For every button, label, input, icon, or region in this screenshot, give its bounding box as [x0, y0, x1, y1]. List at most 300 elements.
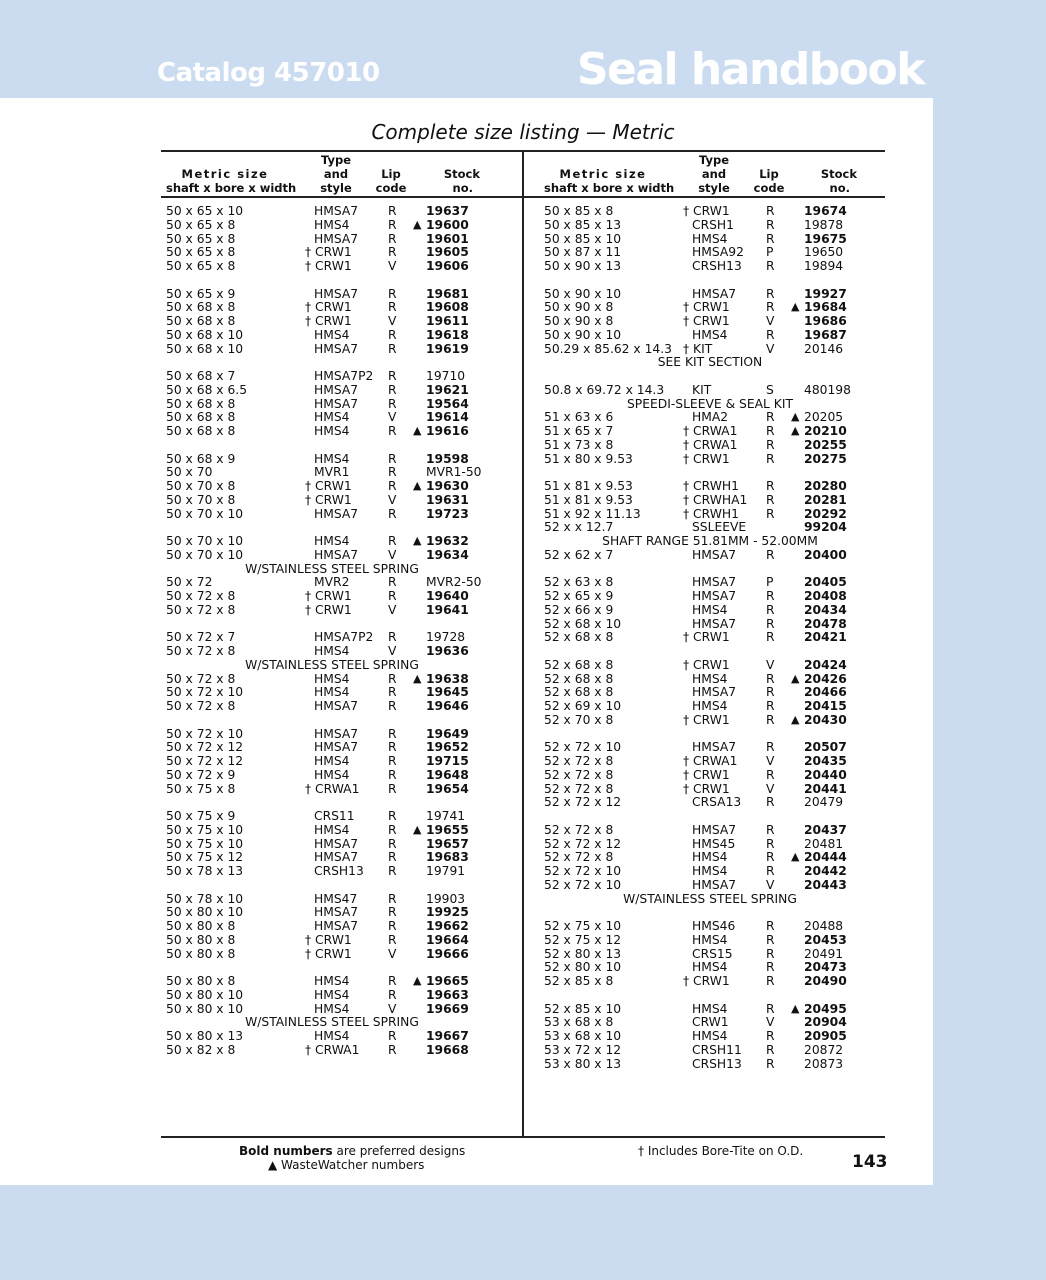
- size-cell: 50 x 85 x 13: [544, 217, 622, 232]
- size-cell: 52 x 68 x 10: [544, 616, 622, 631]
- wastewatcher-triangle-icon: ▲: [413, 534, 422, 547]
- stock-number-cell: 19654: [426, 781, 469, 796]
- size-cell: 50 x 70 x 8: [166, 492, 236, 507]
- lip-code-cell: R: [766, 547, 775, 562]
- lip-code-cell: V: [388, 492, 397, 507]
- wastewatcher-triangle-icon: ▲: [791, 1001, 800, 1015]
- stock-number-cell: 19608: [426, 300, 469, 315]
- style-cell: HMSA92: [692, 245, 744, 260]
- style-cell: HMSA7: [692, 877, 737, 892]
- wastewatcher-triangle-icon: ▲: [791, 424, 800, 437]
- lip-code-cell: R: [388, 382, 397, 397]
- lip-code-cell: V: [766, 877, 775, 892]
- lip-code-cell: V: [388, 547, 397, 562]
- lip-code-cell: R: [766, 1001, 775, 1016]
- lip-code-cell: R: [766, 1029, 775, 1043]
- style-cell: HMSA7: [692, 575, 737, 590]
- size-cell: 50 x 85 x 8: [544, 204, 614, 218]
- style-cell: HMS4: [314, 644, 350, 658]
- stock-number-cell: 19601: [426, 231, 469, 246]
- stock-number-cell: 19710: [426, 369, 466, 383]
- lip-code-cell: R: [766, 492, 775, 507]
- style-cell: † CRWH1: [683, 479, 739, 493]
- style-cell: † CRWA1: [683, 424, 738, 438]
- size-cell: 50 x 90 x 8: [544, 314, 614, 328]
- stock-number-cell: 20210: [804, 424, 847, 438]
- code-header: code: [375, 181, 407, 195]
- lip-code-cell: R: [766, 946, 775, 961]
- lip-code-cell: R: [766, 589, 775, 603]
- lip-code-cell: R: [388, 891, 397, 906]
- lip-code-cell: R: [766, 424, 775, 438]
- bold-numbers-note: [239, 1144, 465, 1158]
- style-cell: † CRW1: [305, 602, 352, 617]
- size-cell: 50 x 80 x 8: [166, 946, 236, 961]
- style-cell: † CRW1: [305, 589, 352, 603]
- lip-code-cell: R: [388, 465, 397, 480]
- size-cell: 52 x 85 x 8: [544, 974, 614, 988]
- size-cell: 50 x 90 x 10: [544, 327, 622, 342]
- wastewatcher-triangle-icon: ▲: [413, 217, 422, 231]
- size-cell: 52 x 72 x 12: [544, 836, 622, 851]
- lip-code-cell: S: [766, 382, 774, 397]
- style-cell: CRSH13: [692, 1056, 742, 1071]
- size-cell: 52 x 68 x 8: [544, 657, 614, 672]
- stock-number-cell: 19687: [804, 327, 847, 342]
- size-cell: 52 x 68 x 8: [544, 630, 614, 645]
- lip-code-cell: R: [388, 726, 397, 741]
- stock-number-cell: 19637: [426, 204, 469, 218]
- style-cell: † CRW1: [305, 492, 352, 507]
- size-cell: 52 x 68 x 8: [544, 685, 614, 700]
- size-cell: 50 x 70 x 10: [166, 534, 244, 548]
- stock-number-cell: 19669: [426, 1001, 469, 1016]
- lip-code-cell: V: [388, 602, 397, 617]
- lip-code-cell: R: [388, 822, 397, 837]
- size-cell: 50 x 75 x 8: [166, 781, 236, 796]
- stock-number-cell: 19927: [804, 286, 847, 301]
- size-cell: 50 x 80 x 10: [166, 905, 244, 920]
- stock-number-cell: 19728: [426, 630, 466, 645]
- lip-code-cell: R: [388, 781, 397, 796]
- note-line: W/STAINLESS STEEL SPRING: [245, 561, 419, 576]
- style-cell: HMS4: [314, 974, 350, 988]
- lip-code-cell: V: [388, 946, 397, 961]
- page-number: 143: [852, 1152, 888, 1172]
- stock-number-cell: 19621: [426, 382, 469, 397]
- style-cell: CRSH1: [692, 217, 735, 232]
- stock-number-cell: 19925: [426, 905, 469, 920]
- size-cell: 52 x 75 x 12: [544, 932, 622, 947]
- style-cell: † CRWHA1: [683, 492, 748, 507]
- size-cell: 50 x 90 x 13: [544, 259, 622, 273]
- stock-number-cell: 19649: [426, 726, 469, 741]
- note-line: W/STAINLESS STEEL SPRING: [245, 1015, 419, 1030]
- size-cell: 50 x 70 x 10: [166, 547, 244, 562]
- style-cell: † CRW1: [305, 479, 352, 493]
- handbook-title: Seal handbook: [576, 44, 924, 95]
- stock-number-cell: 19605: [426, 245, 469, 260]
- lip-code-cell: R: [766, 630, 775, 645]
- style-cell: HMS4: [314, 217, 350, 232]
- stock-number-cell: 19638: [426, 671, 469, 686]
- size-cell: 51 x 63 x 6: [544, 410, 614, 425]
- style-cell: HMS4: [692, 1001, 728, 1016]
- bold-numbers-text: are preferred designs: [332, 1144, 466, 1158]
- style-cell: HMS4: [692, 231, 728, 246]
- wastewatcher-note: ▲ WasteWatcher numbers: [268, 1158, 425, 1172]
- bold-numbers-label: Bold numbers: [239, 1144, 333, 1158]
- style-cell: HMSA7: [314, 396, 359, 411]
- style-cell: CRW1: [692, 1015, 729, 1030]
- style-cell: HMS4: [314, 534, 350, 548]
- size-cell: 52 x 72 x 8: [544, 754, 614, 768]
- and-header: and: [323, 167, 349, 181]
- shaft-bore-width-header: shaft x bore x width: [544, 181, 675, 195]
- wastewatcher-triangle-icon: ▲: [413, 424, 422, 437]
- lip-code-cell: R: [388, 905, 397, 920]
- size-cell: 51 x 80 x 9.53: [544, 451, 633, 466]
- lip-code-cell: R: [766, 974, 775, 988]
- lip-code-cell: R: [766, 850, 775, 865]
- size-cell: 50 x 72 x 8: [166, 671, 236, 686]
- code-header: code: [753, 181, 785, 195]
- lip-code-cell: R: [766, 506, 775, 521]
- stock-number-cell: 19663: [426, 987, 469, 1002]
- lip-header: Lip: [381, 167, 401, 181]
- bottom-rule: [161, 1136, 885, 1138]
- stock-number-cell: 20415: [804, 699, 847, 713]
- size-cell: 52 x 72 x 8: [544, 767, 614, 782]
- stock-number-cell: 19606: [426, 259, 469, 273]
- lip-code-cell: R: [766, 864, 775, 878]
- stock-number-cell: 19650: [804, 245, 844, 260]
- stock-number-cell: MVR1-50: [426, 465, 482, 480]
- style-cell: HMS4: [692, 864, 728, 878]
- lip-code-cell: R: [766, 712, 775, 727]
- style-cell: HMS46: [692, 919, 736, 933]
- stock-number-cell: 19598: [426, 451, 469, 466]
- stock-number-cell: 19741: [426, 809, 466, 823]
- size-cell: 50 x 72 x 12: [166, 754, 244, 768]
- size-cell: 52 x x 12.7: [544, 520, 614, 535]
- lip-code-cell: P: [766, 245, 774, 260]
- style-cell: † CRW1: [683, 657, 730, 672]
- lip-code-cell: R: [766, 919, 775, 933]
- lip-code-cell: V: [388, 314, 397, 328]
- lip-code-cell: R: [388, 534, 397, 548]
- lip-code-cell: V: [766, 341, 775, 356]
- lip-code-cell: R: [388, 754, 397, 768]
- stock-number-cell: 20400: [804, 547, 847, 562]
- style-cell: HMS4: [692, 602, 728, 617]
- size-cell: 52 x 72 x 10: [544, 740, 622, 755]
- stock-number-cell: 20430: [804, 712, 847, 727]
- style-cell: HMSA7: [314, 919, 359, 933]
- stock-number-cell: 19903: [426, 891, 466, 906]
- lip-code-cell: R: [388, 767, 397, 782]
- stock-number-cell: 20408: [804, 589, 847, 603]
- stock-number-cell: 19894: [804, 259, 844, 273]
- style-cell: † CRWA1: [683, 754, 738, 768]
- stock-number-cell: 19616: [426, 424, 469, 438]
- lip-code-cell: R: [766, 231, 775, 246]
- style-cell: HMS45: [692, 836, 736, 851]
- stock-number-cell: 20490: [804, 974, 847, 988]
- lip-code-cell: V: [388, 410, 397, 425]
- lip-code-cell: R: [388, 699, 397, 713]
- stock-number-cell: 19674: [804, 204, 847, 218]
- style-cell: HMS47: [314, 891, 358, 906]
- stock-number-cell: 19611: [426, 314, 469, 328]
- size-cell: 50 x 68 x 8: [166, 410, 236, 425]
- stock-number-cell: 19618: [426, 327, 469, 342]
- size-cell: 50 x 68 x 8: [166, 314, 236, 328]
- size-cell: 52 x 80 x 10: [544, 960, 622, 975]
- size-cell: 53 x 72 x 12: [544, 1042, 622, 1057]
- size-cell: 50 x 65 x 8: [166, 245, 236, 260]
- page-title: Complete size listing — Metric: [371, 120, 675, 144]
- size-cell: 50 x 65 x 10: [166, 204, 244, 218]
- style-cell: CRSH13: [692, 259, 742, 273]
- size-cell: 52 x 72 x 10: [544, 864, 622, 878]
- stock-number-cell: 20905: [804, 1029, 847, 1043]
- size-cell: 51 x 81 x 9.53: [544, 492, 633, 507]
- size-cell: 50 x 65 x 8: [166, 231, 236, 246]
- stock-number-cell: 19652: [426, 740, 469, 755]
- stock-number-cell: 19667: [426, 1029, 469, 1043]
- stock-number-cell: 19675: [804, 231, 847, 246]
- style-cell: HMSA7: [314, 231, 359, 246]
- size-cell: 50 x 80 x 8: [166, 919, 236, 933]
- stock-number-cell: 19657: [426, 836, 469, 851]
- size-cell: 50 x 75 x 9: [166, 809, 236, 823]
- style-cell: HMS4: [314, 671, 350, 686]
- stock-number-cell: 19632: [426, 534, 469, 548]
- and-header: and: [701, 167, 727, 181]
- style-cell: HMS4: [314, 327, 350, 342]
- size-cell: 53 x 68 x 10: [544, 1029, 622, 1043]
- size-cell: 52 x 65 x 9: [544, 589, 614, 603]
- size-cell: 53 x 80 x 13: [544, 1056, 622, 1071]
- size-cell: 50 x 70: [166, 465, 213, 480]
- lip-code-cell: R: [388, 919, 397, 933]
- stock-number-cell: 19791: [426, 864, 466, 878]
- lip-code-cell: V: [766, 314, 775, 328]
- size-cell: 50 x 72 x 9: [166, 767, 236, 782]
- style-cell: † CRW1: [305, 245, 352, 260]
- style-cell: MVR2: [314, 575, 350, 590]
- note-line: SEE KIT SECTION: [657, 355, 763, 370]
- size-cell: 50 x 70 x 8: [166, 479, 236, 493]
- metric-size-header: Metric size: [559, 167, 647, 181]
- stock-number-cell: 19645: [426, 685, 469, 700]
- header-band: [0, 0, 1046, 98]
- style-cell: HMS4: [314, 767, 350, 782]
- style-cell: HMSA7: [314, 836, 359, 851]
- size-cell: 50 x 72 x 10: [166, 726, 244, 741]
- style-cell: HMSA7: [314, 726, 359, 741]
- style-cell: HMA2: [692, 410, 729, 425]
- size-cell: 50 x 82 x 8: [166, 1042, 236, 1057]
- size-cell: 50 x 68 x 8: [166, 424, 236, 438]
- style-cell: CRSH11: [692, 1042, 742, 1057]
- style-cell: † CRW1: [683, 781, 730, 796]
- stock-number-cell: 20507: [804, 740, 847, 755]
- style-cell: HMS4: [314, 451, 350, 466]
- size-cell: 51 x 65 x 7: [544, 424, 614, 438]
- wastewatcher-triangle-icon: ▲: [791, 850, 800, 864]
- size-cell: 50 x 80 x 10: [166, 987, 244, 1002]
- size-cell: 50 x 65 x 8: [166, 259, 236, 273]
- stock-number-cell: 19683: [426, 850, 469, 865]
- style-cell: † KIT: [683, 341, 713, 356]
- lip-code-cell: V: [388, 644, 397, 658]
- lip-code-cell: R: [388, 987, 397, 1002]
- lip-code-cell: R: [766, 685, 775, 700]
- no-header: no.: [452, 181, 473, 195]
- style-cell: HMSA7: [314, 204, 359, 218]
- style-cell: † CRW1: [683, 712, 730, 727]
- style-cell: HMSA7: [314, 850, 359, 865]
- lip-code-cell: V: [766, 781, 775, 796]
- lip-code-cell: R: [766, 699, 775, 713]
- stock-number-cell: 20440: [804, 767, 847, 782]
- style-cell: HMS4: [314, 685, 350, 700]
- size-cell: 50 x 65 x 8: [166, 217, 236, 232]
- size-cell: 52 x 85 x 10: [544, 1001, 622, 1016]
- lip-code-cell: R: [766, 286, 775, 301]
- style-cell: † CRW1: [305, 300, 352, 315]
- lip-code-cell: R: [388, 836, 397, 851]
- style-cell: HMS4: [314, 822, 350, 837]
- wastewatcher-triangle-icon: ▲: [413, 974, 422, 987]
- style-cell: HMSA7: [314, 699, 359, 713]
- stock-number-cell: 20495: [804, 1001, 847, 1016]
- stock-number-cell: 480198: [804, 382, 851, 397]
- no-header: no.: [829, 181, 850, 195]
- metric-size-header: Metric size: [181, 167, 269, 181]
- style-cell: HMS4: [692, 327, 728, 342]
- stock-number-cell: 20421: [804, 630, 847, 645]
- style-cell: † CRW1: [305, 314, 352, 328]
- stock-number-cell: 19668: [426, 1042, 469, 1057]
- stock-number-cell: 19646: [426, 699, 469, 713]
- style-cell: CRS11: [314, 809, 355, 823]
- stock-number-cell: 20280: [804, 479, 847, 493]
- size-cell: 50 x 68 x 8: [166, 300, 236, 315]
- stock-number-cell: 20275: [804, 451, 847, 466]
- note-line: SPEEDI-SLEEVE & SEAL KIT: [626, 396, 794, 411]
- style-cell: † CRW1: [305, 259, 352, 273]
- type-header: Type: [698, 153, 729, 167]
- wastewatcher-triangle-icon: ▲: [413, 479, 422, 492]
- style-cell: HMSA7: [692, 822, 737, 837]
- style-cell: HMSA7: [314, 905, 359, 920]
- lip-code-cell: R: [766, 602, 775, 617]
- style-cell: † CRW1: [683, 300, 730, 315]
- style-cell: † CRW1: [683, 974, 730, 988]
- lip-code-cell: R: [388, 286, 397, 301]
- lip-code-cell: R: [766, 795, 775, 810]
- size-cell: 52 x 72 x 8: [544, 850, 614, 865]
- size-cell: 50 x 78 x 13: [166, 864, 244, 878]
- lip-code-cell: R: [766, 437, 775, 452]
- wastewatcher-triangle-icon: ▲: [413, 822, 422, 836]
- wastewatcher-triangle-icon: ▲: [791, 671, 800, 685]
- style-cell: HMSA7: [314, 382, 359, 397]
- stock-number-cell: 20437: [804, 822, 847, 837]
- lip-code-cell: R: [388, 575, 397, 590]
- stock-number-cell: 20443: [804, 877, 847, 892]
- size-cell: 50 x 90 x 8: [544, 300, 614, 315]
- stock-number-cell: 19564: [426, 396, 469, 411]
- bore-tite-note: † Includes Bore-Tite on O.D.: [638, 1144, 804, 1158]
- stock-number-cell: 20442: [804, 864, 847, 878]
- lip-code-cell: R: [388, 217, 397, 232]
- size-cell: 50 x 72 x 10: [166, 685, 244, 700]
- style-header: style: [698, 181, 730, 195]
- size-cell: 52 x 66 x 9: [544, 602, 614, 617]
- style-cell: † CRW1: [683, 204, 730, 218]
- size-cell: 50 x 80 x 8: [166, 974, 236, 988]
- lip-code-cell: R: [388, 1042, 397, 1057]
- lip-code-cell: R: [766, 671, 775, 686]
- size-cell: 52 x 72 x 12: [544, 795, 622, 810]
- stock-number-cell: 20479: [804, 795, 844, 810]
- stock-number-cell: 19614: [426, 410, 469, 425]
- stock-number-cell: 20491: [804, 946, 844, 961]
- stock-number-cell: 20441: [804, 781, 847, 796]
- lip-code-cell: R: [388, 1029, 397, 1043]
- style-cell: CRSA13: [692, 795, 742, 810]
- style-cell: HMSA7: [314, 547, 359, 562]
- lip-code-cell: V: [766, 754, 775, 768]
- lip-code-cell: R: [766, 822, 775, 837]
- lip-code-cell: R: [388, 341, 397, 356]
- size-cell: 52 x 72 x 10: [544, 877, 622, 892]
- size-cell: 52 x 69 x 10: [544, 699, 622, 713]
- style-cell: HMSA7P2: [314, 630, 374, 645]
- note-line: W/STAINLESS STEEL SPRING: [623, 891, 797, 906]
- style-cell: HMS4: [314, 424, 350, 438]
- style-cell: † CRW1: [683, 767, 730, 782]
- stock-number-cell: 20405: [804, 575, 847, 590]
- stock-number-cell: 19630: [426, 479, 469, 493]
- style-cell: HMSA7: [314, 506, 359, 521]
- size-cell: 50 x 72 x 8: [166, 644, 236, 658]
- size-cell: 53 x 68 x 8: [544, 1015, 614, 1030]
- size-cell: 50 x 78 x 10: [166, 891, 244, 906]
- style-cell: HMSA7: [314, 341, 359, 356]
- size-cell: 50 x 68 x 6.5: [166, 382, 248, 397]
- size-cell: 51 x 81 x 9.53: [544, 479, 633, 493]
- style-cell: HMSA7: [692, 616, 737, 631]
- stock-number-cell: 99204: [804, 520, 847, 535]
- style-cell: HMS4: [692, 1029, 728, 1043]
- size-cell: 52 x 62 x 7: [544, 547, 614, 562]
- size-cell: 50 x 65 x 9: [166, 286, 236, 301]
- lip-code-cell: R: [766, 1042, 775, 1057]
- lip-code-cell: R: [388, 671, 397, 686]
- style-cell: † CRWA1: [305, 1042, 360, 1057]
- size-cell: 50 x 72 x 12: [166, 740, 244, 755]
- lip-code-cell: P: [766, 575, 774, 590]
- lip-code-cell: R: [388, 630, 397, 645]
- lip-code-cell: R: [388, 245, 397, 260]
- lip-code-cell: R: [388, 300, 397, 315]
- size-cell: 50 x 72: [166, 575, 213, 590]
